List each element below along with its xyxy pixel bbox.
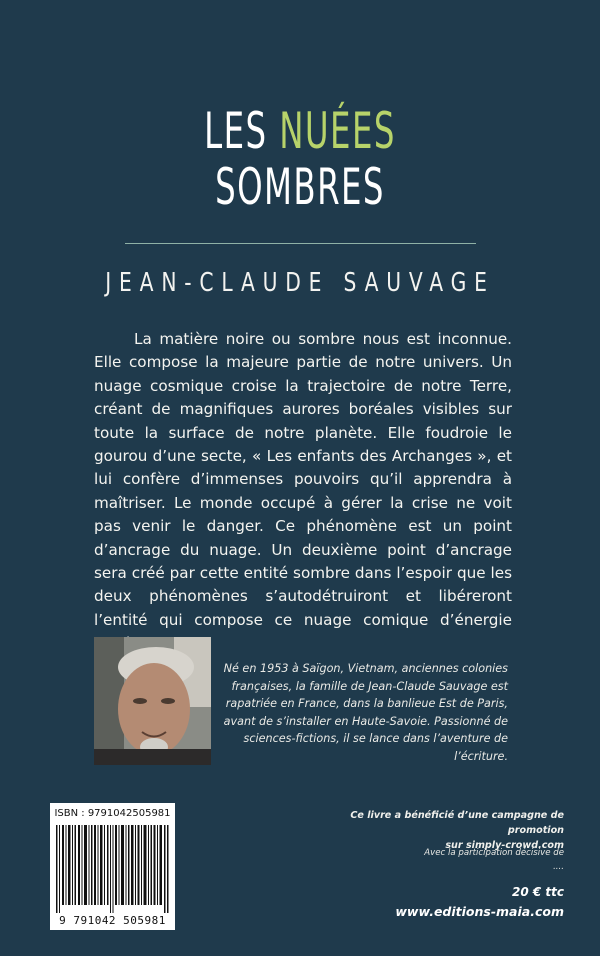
participation-line-2: .... xyxy=(553,862,564,872)
title-line-1 xyxy=(84,103,516,159)
author-portrait-icon xyxy=(94,637,211,765)
author-photo xyxy=(94,637,211,765)
title-prefix: LES xyxy=(204,102,280,160)
promo-line-2: sur simply-crowd.com xyxy=(445,840,564,851)
price-label: 20 € ttc xyxy=(512,885,564,899)
author-bio: Né en 1953 à Saïgon, Vietnam, anciennes colonies françaises, la famille de Jean-Claude Sauvage est rapatriée en France, dans la banlieue Est de Paris, avant de s’installer en Haute-Savoie. Passionné de sciences-fictions, il se lance dans l’aventure de l’écriture. xyxy=(223,662,508,763)
participation-line-1: Avec la participation décisive de xyxy=(424,848,564,858)
isbn-label: ISBN : 9791042505981 xyxy=(54,808,171,819)
promo-line-1: Ce livre a bénéficié d’une campagne de promotion xyxy=(350,810,564,836)
synopsis-text: La matière noire ou sombre nous est inconnue. Elle compose la majeure partie de notre univers. Un nuage cosmique croise la trajectoire de notre Terre, créant de magnifiques aurores boréales visibles sur toute la surface de notre planète. Elle foudroie le gourou d’une secte, « Les enfants des Archanges », et lui confère d’immenses pouvoirs qu’il apprendra à maîtriser. Le monde occupé à gérer la crise ne voit pas venir le danger. Ce phénomène est un point d’ancrage du nuage. Un deuxième point d’ancrage sera créé par cette entité sombre dans l’espoir que les deux phénomènes s’autodétruiront et libéreront l’entité qui compose ce nuage comique d’énergie xyxy=(94,330,512,629)
barcode-icon xyxy=(56,825,169,913)
author-name: JEAN-CLAUDE SAUVAGE xyxy=(105,268,495,298)
title-line-2: SOMBRES xyxy=(215,158,385,216)
book-title xyxy=(0,103,600,215)
participation-notice xyxy=(300,846,564,874)
title-accent-word: NUÉES xyxy=(279,102,396,160)
title-divider xyxy=(125,243,476,244)
publisher-website: www.editions-maia.com xyxy=(395,904,564,919)
isbn-barcode xyxy=(50,803,175,930)
barcode-digits: 9 791042 505981 xyxy=(59,914,166,927)
